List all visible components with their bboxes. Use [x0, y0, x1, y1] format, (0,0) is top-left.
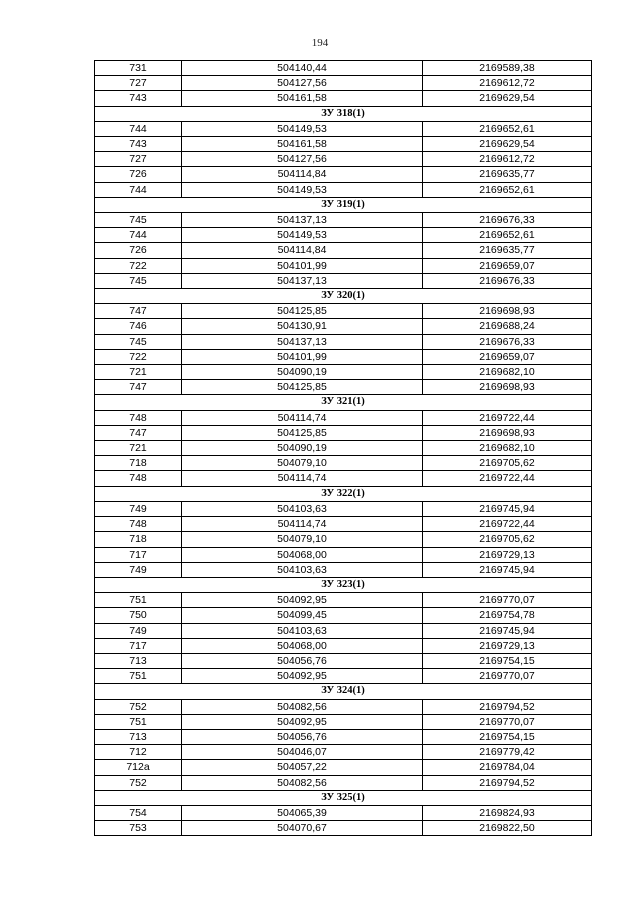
- x-coordinate-cell: 504082,56: [182, 699, 423, 714]
- table-row: [95, 517, 592, 532]
- y-coordinate-cell: 2169629,54: [423, 91, 592, 106]
- x-coordinate-cell: 504099,45: [182, 608, 423, 623]
- section-title: ЗУ 319(1): [95, 197, 592, 212]
- point-number-cell: 722: [95, 258, 182, 273]
- table-row: [95, 653, 592, 668]
- y-coordinate-cell: 2169635,77: [423, 243, 592, 258]
- x-coordinate-cell: 504114,84: [182, 243, 423, 258]
- point-number-cell: 748: [95, 517, 182, 532]
- section-title: ЗУ 323(1): [95, 577, 592, 592]
- table-row: [95, 593, 592, 608]
- point-number-cell: 744: [95, 228, 182, 243]
- section-title: ЗУ 318(1): [95, 106, 592, 121]
- y-coordinate-cell: 2169770,07: [423, 669, 592, 684]
- x-coordinate-cell: 504137,13: [182, 273, 423, 288]
- y-coordinate-cell: 2169612,72: [423, 152, 592, 167]
- x-coordinate-cell: 504070,67: [182, 821, 423, 836]
- table-row: [95, 334, 592, 349]
- point-number-cell: 749: [95, 562, 182, 577]
- coordinates-table: [94, 60, 592, 836]
- x-coordinate-cell: 504056,76: [182, 729, 423, 744]
- x-coordinate-cell: 504101,99: [182, 349, 423, 364]
- table-row: [95, 258, 592, 273]
- y-coordinate-cell: 2169770,07: [423, 593, 592, 608]
- point-number-cell: 749: [95, 623, 182, 638]
- y-coordinate-cell: 2169682,10: [423, 365, 592, 380]
- y-coordinate-cell: 2169652,61: [423, 182, 592, 197]
- section-header-row: [95, 486, 592, 501]
- y-coordinate-cell: 2169688,24: [423, 319, 592, 334]
- y-coordinate-cell: 2169754,15: [423, 653, 592, 668]
- x-coordinate-cell: 504082,56: [182, 775, 423, 790]
- y-coordinate-cell: 2169770,07: [423, 714, 592, 729]
- point-number-cell: 743: [95, 91, 182, 106]
- point-number-cell: 717: [95, 638, 182, 653]
- point-number-cell: 727: [95, 152, 182, 167]
- y-coordinate-cell: 2169779,42: [423, 745, 592, 760]
- point-number-cell: 713: [95, 729, 182, 744]
- y-coordinate-cell: 2169754,15: [423, 729, 592, 744]
- table-row: [95, 669, 592, 684]
- point-number-cell: 747: [95, 380, 182, 395]
- point-number-cell: 752: [95, 699, 182, 714]
- point-number-cell: 712: [95, 745, 182, 760]
- x-coordinate-cell: 504079,10: [182, 456, 423, 471]
- table-row: [95, 623, 592, 638]
- table-row: [95, 441, 592, 456]
- section-title: ЗУ 324(1): [95, 684, 592, 699]
- x-coordinate-cell: 504090,19: [182, 441, 423, 456]
- x-coordinate-cell: 504130,91: [182, 319, 423, 334]
- table-row: [95, 699, 592, 714]
- x-coordinate-cell: 504090,19: [182, 365, 423, 380]
- point-number-cell: 744: [95, 182, 182, 197]
- y-coordinate-cell: 2169589,38: [423, 61, 592, 76]
- y-coordinate-cell: 2169745,94: [423, 623, 592, 638]
- table-row: [95, 775, 592, 790]
- table-row: [95, 76, 592, 91]
- x-coordinate-cell: 504125,85: [182, 304, 423, 319]
- point-number-cell: 754: [95, 805, 182, 820]
- point-number-cell: 722: [95, 349, 182, 364]
- section-header-row: [95, 577, 592, 592]
- x-coordinate-cell: 504103,63: [182, 623, 423, 638]
- table-row: [95, 121, 592, 136]
- x-coordinate-cell: 504046,07: [182, 745, 423, 760]
- y-coordinate-cell: 2169722,44: [423, 471, 592, 486]
- point-number-cell: 743: [95, 137, 182, 152]
- table-row: [95, 228, 592, 243]
- point-number-cell: 748: [95, 471, 182, 486]
- y-coordinate-cell: 2169676,33: [423, 273, 592, 288]
- table-row: [95, 304, 592, 319]
- y-coordinate-cell: 2169629,54: [423, 137, 592, 152]
- y-coordinate-cell: 2169659,07: [423, 349, 592, 364]
- point-number-cell: 753: [95, 821, 182, 836]
- page-number: 194: [311, 37, 329, 49]
- point-number-cell: 727: [95, 76, 182, 91]
- y-coordinate-cell: 2169698,93: [423, 380, 592, 395]
- table-row: [95, 243, 592, 258]
- x-coordinate-cell: 504092,95: [182, 669, 423, 684]
- point-number-cell: 746: [95, 319, 182, 334]
- table-row: [95, 729, 592, 744]
- table-row: [95, 319, 592, 334]
- section-header-row: [95, 106, 592, 121]
- point-number-cell: 712а: [95, 760, 182, 775]
- table-row: [95, 714, 592, 729]
- point-number-cell: 751: [95, 669, 182, 684]
- table-row: [95, 532, 592, 547]
- x-coordinate-cell: 504137,13: [182, 213, 423, 228]
- x-coordinate-cell: 504065,39: [182, 805, 423, 820]
- y-coordinate-cell: 2169612,72: [423, 76, 592, 91]
- table-row: [95, 152, 592, 167]
- table-row: [95, 61, 592, 76]
- y-coordinate-cell: 2169794,52: [423, 699, 592, 714]
- point-number-cell: 747: [95, 304, 182, 319]
- table-row: [95, 562, 592, 577]
- point-number-cell: 747: [95, 425, 182, 440]
- section-title: ЗУ 325(1): [95, 790, 592, 805]
- table-row: [95, 501, 592, 516]
- x-coordinate-cell: 504103,63: [182, 501, 423, 516]
- y-coordinate-cell: 2169682,10: [423, 441, 592, 456]
- table-row: [95, 471, 592, 486]
- point-number-cell: 751: [95, 714, 182, 729]
- x-coordinate-cell: 504140,44: [182, 61, 423, 76]
- y-coordinate-cell: 2169784,04: [423, 760, 592, 775]
- table-row: [95, 760, 592, 775]
- table-row: [95, 745, 592, 760]
- table-row: [95, 638, 592, 653]
- coordinates-table-body: [95, 61, 592, 836]
- y-coordinate-cell: 2169676,33: [423, 213, 592, 228]
- x-coordinate-cell: 504092,95: [182, 593, 423, 608]
- point-number-cell: 748: [95, 410, 182, 425]
- point-number-cell: 726: [95, 167, 182, 182]
- point-number-cell: 718: [95, 532, 182, 547]
- section-header-row: [95, 197, 592, 212]
- x-coordinate-cell: 504079,10: [182, 532, 423, 547]
- point-number-cell: 731: [95, 61, 182, 76]
- table-row: [95, 456, 592, 471]
- x-coordinate-cell: 504068,00: [182, 638, 423, 653]
- section-header-row: [95, 684, 592, 699]
- y-coordinate-cell: 2169659,07: [423, 258, 592, 273]
- y-coordinate-cell: 2169722,44: [423, 517, 592, 532]
- y-coordinate-cell: 2169824,93: [423, 805, 592, 820]
- table-row: [95, 380, 592, 395]
- x-coordinate-cell: 504127,56: [182, 76, 423, 91]
- x-coordinate-cell: 504103,63: [182, 562, 423, 577]
- y-coordinate-cell: 2169729,13: [423, 547, 592, 562]
- point-number-cell: 752: [95, 775, 182, 790]
- point-number-cell: 745: [95, 213, 182, 228]
- point-number-cell: 718: [95, 456, 182, 471]
- table-row: [95, 213, 592, 228]
- x-coordinate-cell: 504149,53: [182, 182, 423, 197]
- table-row: [95, 137, 592, 152]
- y-coordinate-cell: 2169745,94: [423, 562, 592, 577]
- x-coordinate-cell: 504114,74: [182, 471, 423, 486]
- table-row: [95, 547, 592, 562]
- table-row: [95, 805, 592, 820]
- table-row: [95, 273, 592, 288]
- x-coordinate-cell: 504057,22: [182, 760, 423, 775]
- point-number-cell: 750: [95, 608, 182, 623]
- table-row: [95, 167, 592, 182]
- x-coordinate-cell: 504068,00: [182, 547, 423, 562]
- section-header-row: [95, 289, 592, 304]
- x-coordinate-cell: 504125,85: [182, 425, 423, 440]
- y-coordinate-cell: 2169652,61: [423, 121, 592, 136]
- x-coordinate-cell: 504161,58: [182, 137, 423, 152]
- x-coordinate-cell: 504149,53: [182, 121, 423, 136]
- section-header-row: [95, 790, 592, 805]
- y-coordinate-cell: 2169745,94: [423, 501, 592, 516]
- table-row: [95, 425, 592, 440]
- section-title: ЗУ 322(1): [95, 486, 592, 501]
- point-number-cell: 721: [95, 441, 182, 456]
- point-number-cell: 726: [95, 243, 182, 258]
- table-row: [95, 821, 592, 836]
- point-number-cell: 751: [95, 593, 182, 608]
- point-number-cell: 713: [95, 653, 182, 668]
- x-coordinate-cell: 504056,76: [182, 653, 423, 668]
- table-row: [95, 91, 592, 106]
- x-coordinate-cell: 504161,58: [182, 91, 423, 106]
- y-coordinate-cell: 2169698,93: [423, 425, 592, 440]
- table-row: [95, 182, 592, 197]
- x-coordinate-cell: 504092,95: [182, 714, 423, 729]
- x-coordinate-cell: 504127,56: [182, 152, 423, 167]
- section-header-row: [95, 395, 592, 410]
- y-coordinate-cell: 2169754,78: [423, 608, 592, 623]
- x-coordinate-cell: 504114,74: [182, 410, 423, 425]
- y-coordinate-cell: 2169729,13: [423, 638, 592, 653]
- section-title: ЗУ 321(1): [95, 395, 592, 410]
- x-coordinate-cell: 504149,53: [182, 228, 423, 243]
- y-coordinate-cell: 2169676,33: [423, 334, 592, 349]
- table-row: [95, 365, 592, 380]
- point-number-cell: 745: [95, 334, 182, 349]
- x-coordinate-cell: 504114,84: [182, 167, 423, 182]
- y-coordinate-cell: 2169635,77: [423, 167, 592, 182]
- point-number-cell: 745: [95, 273, 182, 288]
- x-coordinate-cell: 504125,85: [182, 380, 423, 395]
- x-coordinate-cell: 504137,13: [182, 334, 423, 349]
- x-coordinate-cell: 504114,74: [182, 517, 423, 532]
- section-title: ЗУ 320(1): [95, 289, 592, 304]
- table-row: [95, 608, 592, 623]
- point-number-cell: 717: [95, 547, 182, 562]
- point-number-cell: 749: [95, 501, 182, 516]
- y-coordinate-cell: 2169822,50: [423, 821, 592, 836]
- y-coordinate-cell: 2169652,61: [423, 228, 592, 243]
- table-row: [95, 410, 592, 425]
- y-coordinate-cell: 2169698,93: [423, 304, 592, 319]
- table-row: [95, 349, 592, 364]
- y-coordinate-cell: 2169794,52: [423, 775, 592, 790]
- x-coordinate-cell: 504101,99: [182, 258, 423, 273]
- y-coordinate-cell: 2169705,62: [423, 456, 592, 471]
- point-number-cell: 744: [95, 121, 182, 136]
- point-number-cell: 721: [95, 365, 182, 380]
- y-coordinate-cell: 2169705,62: [423, 532, 592, 547]
- y-coordinate-cell: 2169722,44: [423, 410, 592, 425]
